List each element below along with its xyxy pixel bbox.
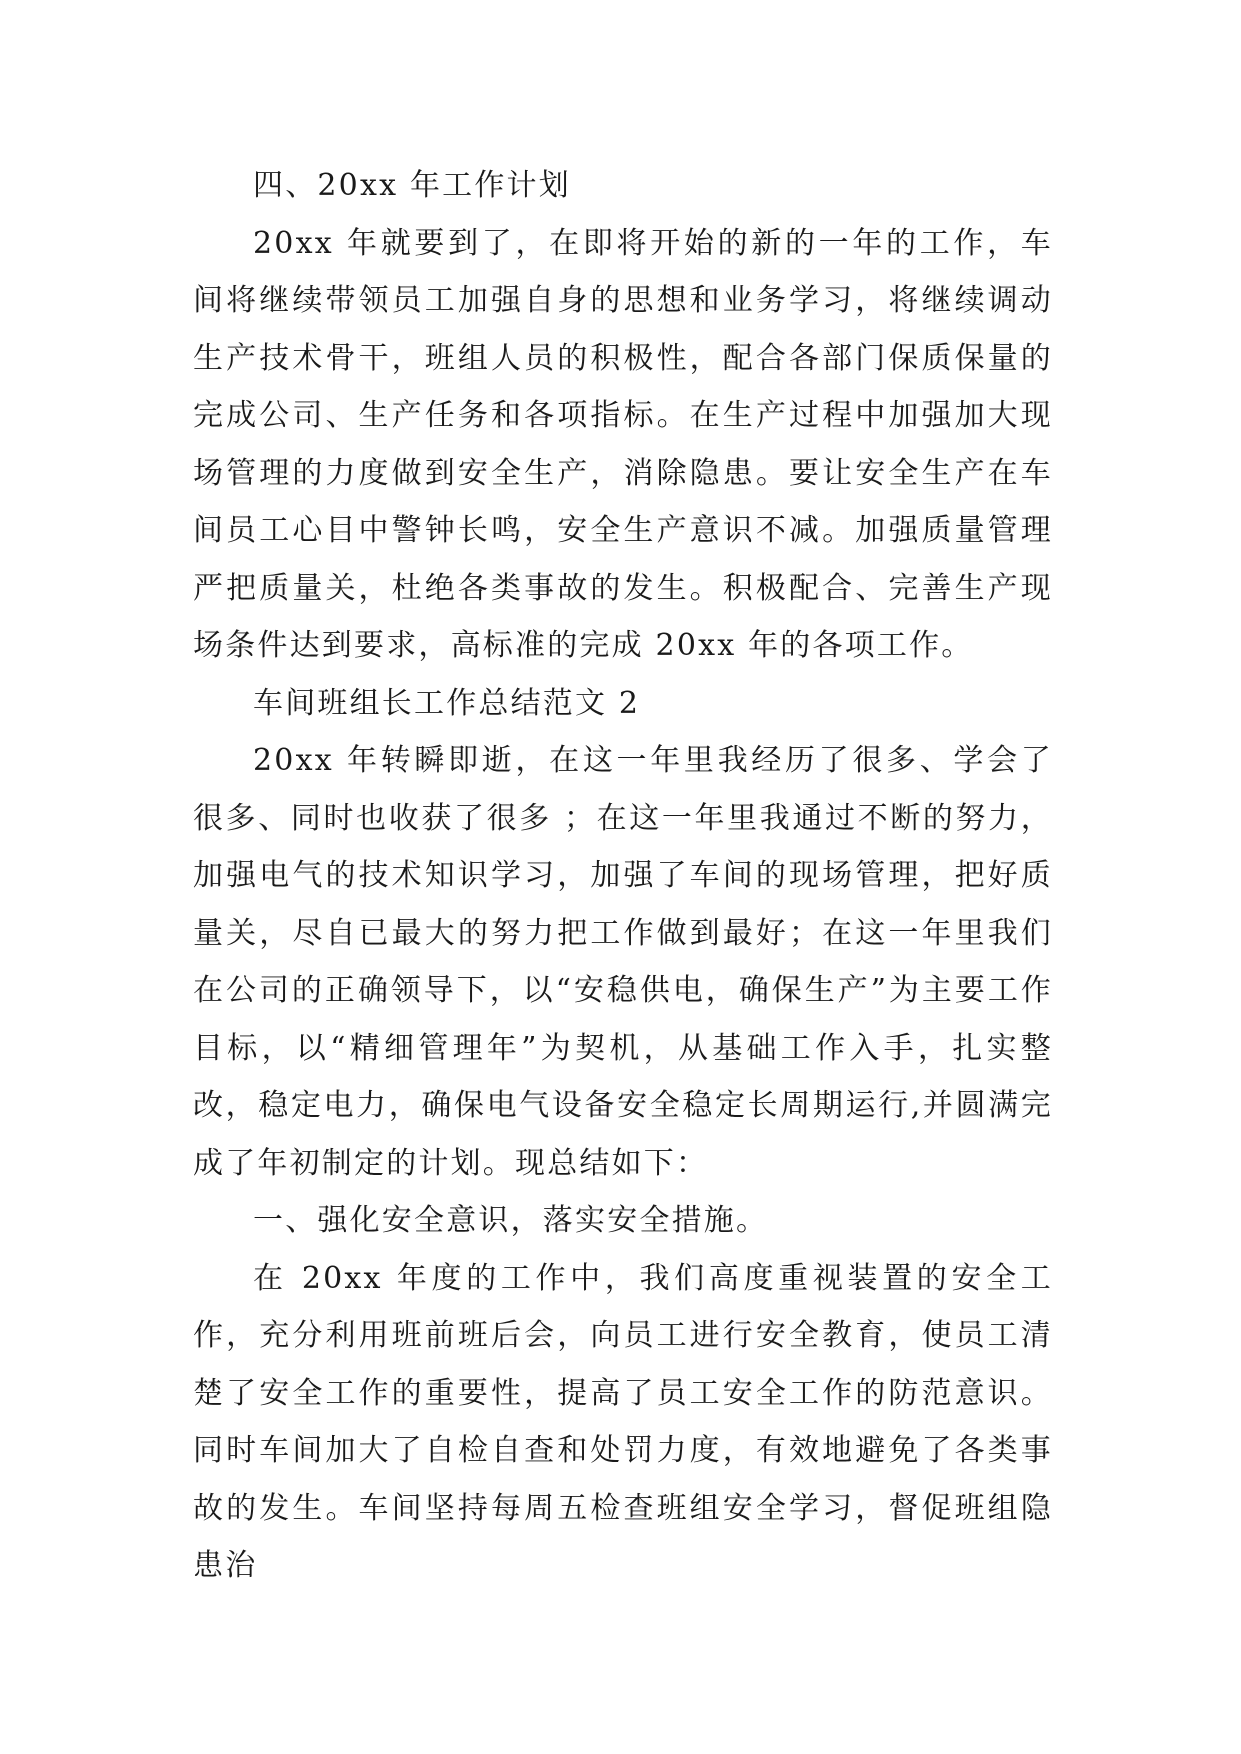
paragraph-safety: 在 20xx 年度的工作中，我们高度重视装置的安全工作，充分利用班前班后会，向员工进行安全教育，使员工清楚了安全工作的重要性，提高了员工安全工作的防范意识。同时车间加大了自检自查和处罚力度，有效地避免了各类事故的发生。车间坚持每周五检查班组安全学习，督促班组隐患治: [193, 1260, 1053, 1583]
document-body: [193, 157, 1053, 1595]
paragraph-year-summary: 20xx 年转瞬即逝，在这一年里我经历了很多、学会了很多、同时也收获了很多 ；在这一年里我通过不断的努力，加强电气的技术知识学习，加强了车间的现场管理，把好质量关，尽自已最大的努力把工作做到最好；在这一年里我们在公司的正确领导下，以“安稳供电，确保生产”为主要工作目标，以“精细管理年”为契机，从基础工作入手，扎实整改，稳定电力，确保电气设备安全稳定长周期运行,并圆满完成了年初制定的计划。现总结如下：: [193, 743, 1053, 1181]
section-heading-safety: 一、强化安全意识，落实安全措施。: [253, 1203, 769, 1238]
section-heading-work-plan: 四、20xx 年工作计划: [253, 168, 571, 203]
paragraph-work-plan: 20xx 年就要到了，在即将开始的新的一年的工作，车间将继续带领员工加强自身的思想和业务学习，将继续调动生产技术骨干，班组人员的积极性，配合各部门保质保量的完成公司、生产任务和各项指标。在生产过程中加强加大现场管理的力度做到安全生产，消除隐患。要让安全生产在车间员工心目中警钟长鸣，安全生产意识不减。加强质量管理严把质量关，杜绝各类事故的发生。积极配合、完善生产现场条件达到要求，高标准的完成 20xx 年的各项工作。: [193, 225, 1053, 663]
section-heading-summary-2: 车间班组长工作总结范文 2: [253, 685, 641, 721]
